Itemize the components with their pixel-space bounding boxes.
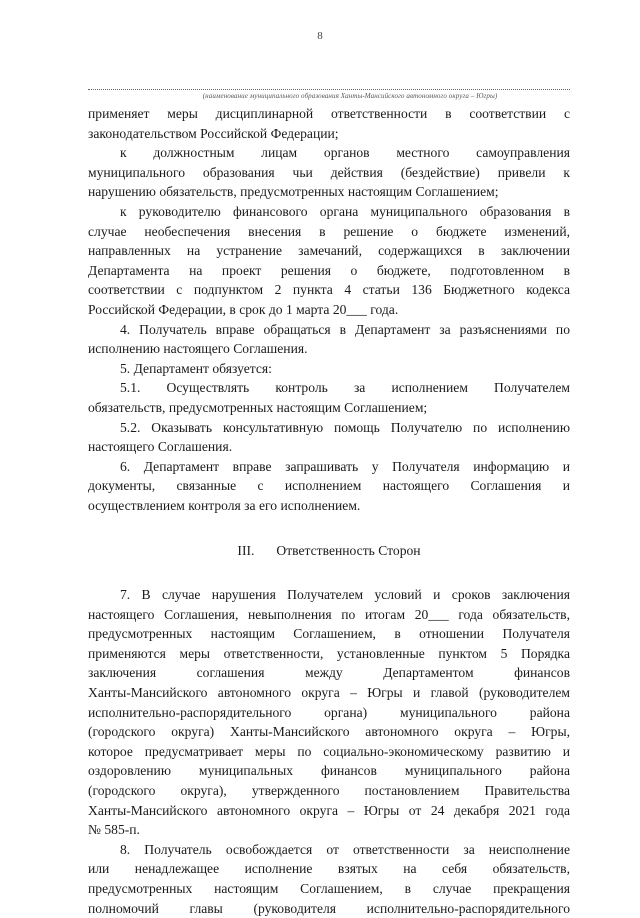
text-line: (городского округа), утвержденного постановлением Правительства: [88, 783, 570, 798]
text-line: предусмотренных настоящим Соглашением, в случае прекращения: [88, 880, 570, 896]
document-body: [88, 104, 570, 918]
section-number: III.: [237, 543, 255, 559]
text-line: или ненадлежащее исполнение взятых на себя обязательств,: [88, 861, 570, 877]
text-line: применяет меры дисциплинарной ответственности в соответствии с: [88, 106, 570, 121]
paragraph: [88, 840, 570, 918]
text-line: обязательств, предусмотренных настоящим Соглашением;: [88, 399, 428, 415]
text-line: предусмотренных настоящим Соглашением, в отношении Получателя: [88, 626, 570, 642]
paragraph: [88, 143, 570, 202]
text-line: муниципального образования чьи действия (бездействие) привели к: [88, 164, 570, 180]
text-line: к руководителю финансового органа муниципального образования в: [120, 203, 570, 219]
text-line: 8. Получатель освобождается от ответственности за неисполнение: [120, 841, 570, 857]
text-line: (городского округа) Ханты-Мансийского автономного округа – Югры,: [88, 724, 570, 740]
text-line: 5.1. Осуществлять контроль за исполнением Получателем: [120, 380, 570, 396]
text-line: к должностным лицам органов местного самоуправления: [120, 145, 570, 161]
text-line: оздоровлению муниципальных финансов муниципального района: [88, 763, 570, 779]
paragraph: [88, 457, 570, 516]
section-heading: [88, 541, 570, 561]
paragraphs-before: [88, 104, 570, 515]
text-line: 5. Департамент обязуется:: [120, 360, 272, 376]
text-line: Департамента на проект решения о бюджете, подготовленном в: [88, 262, 570, 278]
text-line: заключения соглашения между Департаментом финансов: [88, 665, 570, 681]
text-line: применяются меры ответственности, установленные пунктом 5 Порядка: [88, 645, 570, 661]
page-number: 8: [317, 30, 323, 42]
header-caption: (наименование муниципального образования Ханты-Мансийского автономного округа – Югры): [202, 92, 498, 100]
text-line: Российской Федерации, в срок до 1 марта 20___ года.: [88, 301, 399, 317]
text-line: Ханты-Мансийского автономного округа – Югры и главой (руководителем: [88, 685, 570, 701]
header-underline: [88, 89, 570, 90]
text-line: 5.2. Оказывать консультативную помощь Получателю по исполнению: [120, 419, 570, 435]
text-line: исполнению настоящего Соглашения.: [88, 341, 308, 357]
text-line: 4. Получатель вправе обращаться в Департамент за разъяснениями по: [120, 321, 570, 337]
section-title: Ответственность Сторон: [276, 543, 421, 559]
text-line: Ханты-Мансийского автономного округа – Югры от 24 декабря 2021 года: [88, 802, 570, 818]
text-line: настоящего Соглашения, невыполнения по итогам 20___ года обязательств,: [88, 606, 570, 622]
text-line: которое предусматривает меры по социально-экономическому развитию и: [88, 743, 570, 759]
text-line: законодательством Российской Федерации;: [88, 125, 339, 141]
text-line: соответствии с подпунктом 2 пункта 4 статьи 136 Бюджетного кодекса: [88, 282, 570, 298]
text-line: 7. В случае нарушения Получателем условий и сроков заключения: [120, 587, 570, 603]
text-line: полномочий главы (руководителя исполнительно-распорядительного: [88, 900, 570, 916]
text-line: настоящего Соглашения.: [88, 439, 233, 455]
paragraph: [88, 202, 570, 320]
paragraph: [88, 585, 570, 840]
text-line: № 585-п.: [88, 822, 140, 838]
text-line: направленных на устранение замечаний, содержащихся в заключении: [88, 243, 570, 259]
text-line: нарушению обязательств, предусмотренных настоящим Соглашением;: [88, 184, 499, 200]
paragraph: [88, 378, 570, 417]
paragraph: [88, 104, 570, 143]
paragraph: [88, 320, 570, 359]
text-line: исполнительно-распорядительного органа) муниципального района: [88, 704, 570, 720]
text-line: документы, связанные с исполнением настоящего Соглашения и: [88, 478, 570, 494]
text-line: осуществлением контроля за его исполнением.: [88, 497, 361, 513]
paragraphs-after: [88, 585, 570, 918]
text-line: 6. Департамент вправе запрашивать у Получателя информацию и: [120, 458, 570, 474]
text-line: случае необеспечения внесения в решение о бюджете изменений,: [88, 223, 570, 239]
paragraph: [88, 418, 570, 457]
paragraph: [88, 359, 570, 379]
